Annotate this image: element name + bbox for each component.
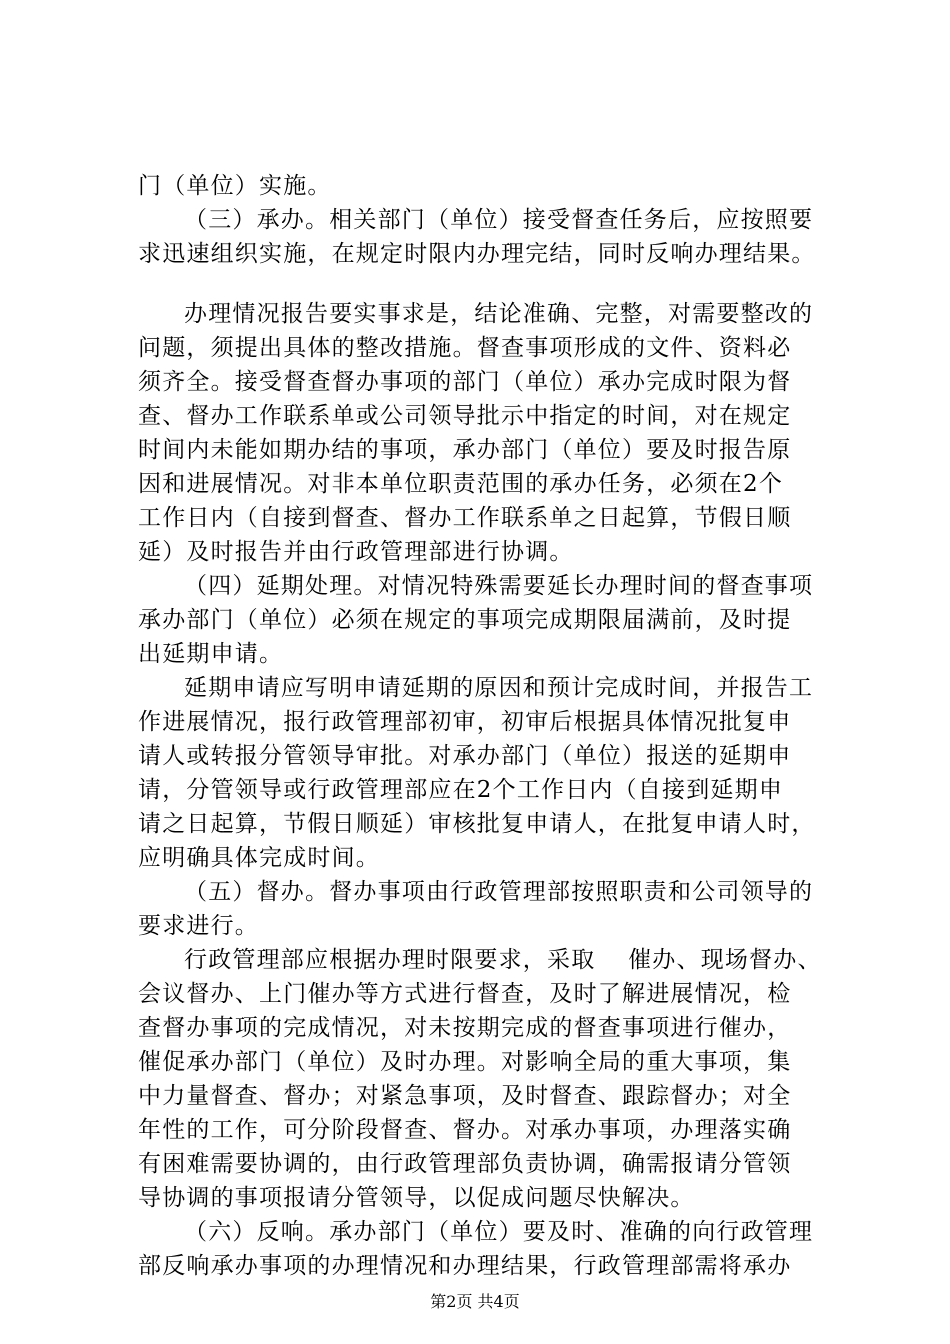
text-line: （三）承办。相关部门（单位）接受督查任务后，应按照要 [184, 207, 814, 233]
text-line: 因和进展情况。对非本单位职责范围的承办任务，必须在2个 [138, 471, 784, 497]
text-line: 办理情况报告要实事求是，结论准确、完整，对需要整改的 [184, 301, 814, 327]
text-line: 请人或转报分管领导审批。对承办部门（单位）报送的延期申 [138, 743, 792, 769]
text-line: 求迅速组织实施，在规定时限内办理完结，同时反响办理结果。 [138, 241, 816, 267]
text-line: 出延期申请。 [138, 641, 284, 667]
text-line: 延）及时报告并由行政管理部进行协调。 [138, 539, 574, 565]
text-line: 中力量督查、督办；对紧急事项，及时督查、跟踪督办；对全 [138, 1083, 792, 1109]
text-line: 查、督办工作联系单或公司领导批示中指定的时间，对在规定 [138, 403, 792, 429]
text-line: 问题，须提出具体的整改措施。督查事项形成的文件、资料必 [138, 335, 792, 361]
text-line: 催促承办部门（单位）及时办理。对影响全局的重大事项，集 [138, 1049, 792, 1075]
text-line: （五）督办。督办事项由行政管理部按照职责和公司领导的 [184, 879, 814, 905]
text-line: 门（单位）实施。 [138, 173, 332, 199]
text-line: （四）延期处理。对情况特殊需要延长办理时间的督查事项 [184, 573, 814, 599]
text-line: 会议督办、上门催办等方式进行督查，及时了解进展情况，检 [138, 981, 792, 1007]
text-line: 须齐全。接受督查督办事项的部门（单位）承办完成时限为督 [138, 369, 792, 395]
text-line: 工作日内（自接到督查、督办工作联系单之日起算，节假日顺 [138, 505, 792, 531]
text-line: 应明确具体完成时间。 [138, 845, 380, 871]
text-line: 行政管理部应根据办理时限要求，采取 催办、现场督办、 [184, 947, 822, 973]
page-footer: 第2页 共4页 [430, 1292, 520, 1311]
text-line: 作进展情况，报行政管理部初审，初审后根据具体情况批复申 [138, 709, 792, 735]
text-line: 延期申请应写明申请延期的原因和预计完成时间，并报告工 [184, 675, 814, 701]
text-line: 请，分管领导或行政管理部应在2个工作日内（自接到延期申 [138, 777, 784, 803]
text-line: 部反响承办事项的办理情况和办理结果，行政管理部需将承办 [138, 1253, 792, 1279]
text-line: 请之日起算，节假日顺延）审核批复申请人，在批复申请人时， [138, 811, 816, 837]
text-line: （六）反响。承办部门（单位）要及时、准确的向行政管理 [184, 1219, 814, 1245]
text-line: 有困难需要协调的，由行政管理部负责协调，确需报请分管领 [138, 1151, 792, 1177]
text-line: 时间内未能如期办结的事项，承办部门（单位）要及时报告原 [138, 437, 792, 463]
text-line: 查督办事项的完成情况，对未按期完成的督查事项进行催办， [138, 1015, 792, 1041]
text-line: 承办部门（单位）必须在规定的事项完成期限届满前，及时提 [138, 607, 792, 633]
text-line: 年性的工作，可分阶段督查、督办。对承办事项，办理落实确 [138, 1117, 792, 1143]
text-line: 导协调的事项报请分管领导，以促成问题尽快解决。 [138, 1185, 695, 1211]
text-line: 要求进行。 [138, 913, 259, 939]
